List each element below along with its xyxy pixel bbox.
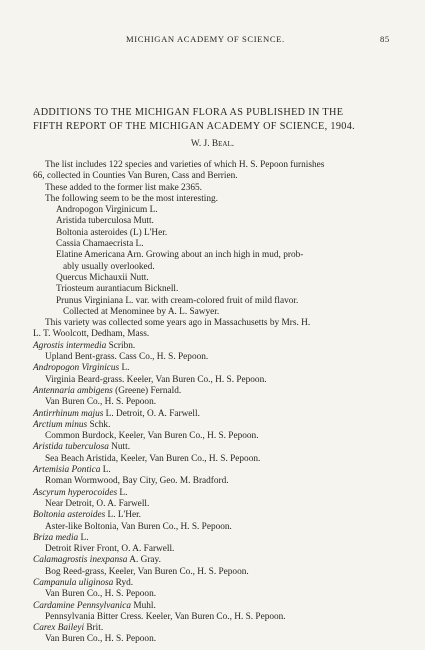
species-authority: Nutt.	[111, 442, 131, 453]
species-name-line	[33, 488, 395, 499]
article-title-line: FIFTH REPORT OF THE MICHIGAN ACADEMY OF SCIENCE, 1904.	[33, 120, 356, 132]
species-note: Common Burdock, Keeler, Van Buren Co., H. S. Pepoon.	[45, 431, 259, 442]
species-authority: L. Detroit, O. A. Farwell.	[105, 408, 200, 419]
species-authority: L.	[102, 465, 111, 476]
intro-line: The list includes 122 species and varieties of which H. S. Pepoon furnishes	[45, 160, 325, 170]
species-name: Artemisia Pontica	[33, 465, 101, 476]
species-name-line	[33, 510, 395, 521]
species-note: Roman Wormwood, Bay City, Geo. M. Bradford.	[45, 476, 229, 487]
species-name: Campanula uliginosa	[33, 577, 114, 588]
species-authority: Brit.	[86, 623, 104, 634]
species-name-line	[33, 555, 395, 566]
author-byline	[0, 139, 425, 149]
species-note: Sea Beach Aristida, Keeler, Van Buren Co., H. S. Pepoon.	[45, 453, 261, 464]
species-name-line	[33, 363, 395, 374]
species-name-line	[33, 623, 395, 634]
species-name: Calamagrostis inexpansa	[33, 555, 128, 566]
intro-line: These added to the former list make 2365.	[45, 182, 202, 193]
article-title	[33, 106, 395, 133]
species-name: Ascyrum hyperocoides	[33, 487, 118, 498]
interesting-item: Triosteum aurantiacum Bicknell.	[56, 284, 179, 295]
species-name-line	[33, 578, 395, 589]
article-title-line: ADDITIONS TO THE MICHIGAN FLORA AS PUBLISHED IN THE	[33, 107, 344, 118]
species-note: Near Detroit, O. A. Farwell.	[45, 498, 150, 509]
species-note: Bog Reed-grass, Keeler, Van Buren Co., H. S. Pepoon.	[45, 566, 249, 577]
species-authority: Schk.	[89, 419, 111, 430]
intro-line: The following seem to be the most interesting.	[45, 193, 218, 204]
species-name-line	[33, 442, 395, 453]
species-note: Pennsylvania Bitter Cress. Keeler, Van Buren Co., H. S. Pepoon.	[45, 611, 286, 622]
species-authority: L. L'Her.	[107, 510, 141, 521]
species-note: Virginia Beard-grass. Keeler, Van Buren Co., H. S. Pepoon.	[45, 374, 267, 385]
species-authority: A. Gray.	[129, 555, 161, 566]
variety-note-line: L. T. Woolcott, Dedham, Mass.	[33, 329, 150, 340]
interesting-item: Quercus Michauxii Nutt.	[56, 272, 149, 283]
variety-note-line: This variety was collected some years ago in Massachusetts by Mrs. H.	[45, 318, 311, 329]
species-name: Andropogon Virginicus	[33, 363, 120, 374]
species-name: Boltonia asteroides	[33, 510, 106, 521]
species-name: Arctium minus	[33, 419, 88, 430]
species-authority: L.	[119, 487, 128, 498]
interesting-item: Aristida tuberculosa Mutt.	[56, 216, 154, 227]
interesting-item: Boltonia asteroides (L) L'Her.	[56, 227, 168, 238]
interesting-item: Prunus Virginiana L. var. with cream-colored fruit of mild flavor.	[56, 295, 299, 306]
species-note: Van Buren Co., H. S. Pepoon.	[45, 634, 157, 645]
species-name-line	[33, 409, 395, 420]
species-name-line	[33, 533, 395, 544]
species-name: Cardamine Pennsylvanica	[33, 600, 132, 611]
running-head-title: MICHIGAN ACADEMY OF SCIENCE.	[126, 34, 285, 44]
species-authority: Ryd.	[115, 577, 134, 588]
species-note: Van Buren Co., H. S. Pepoon.	[45, 589, 157, 600]
species-name: Briza media	[33, 532, 79, 543]
species-name-line	[33, 420, 395, 431]
species-note: Aster-like Boltonia, Van Buren Co., H. S. Pepoon.	[45, 521, 232, 532]
intro-line: 66, collected in Counties Van Buren, Cass and Berrien.	[33, 171, 238, 182]
species-note: Detroit River Front, O. A. Farwell.	[45, 544, 175, 555]
species-name: Antennaria ambigens	[33, 385, 113, 396]
author-surname: Beal.	[211, 139, 235, 149]
species-name-line	[33, 386, 395, 397]
interesting-item: ably usually overlooked.	[63, 261, 155, 272]
species-name: Aristida tuberculosa	[33, 442, 109, 453]
author-initials: W. J.	[190, 139, 210, 149]
interesting-item: Collected at Menominee by A. L. Sawyer.	[63, 306, 220, 317]
interesting-item: Elatine Americana Arn. Growing about an inch high in mud, prob-	[56, 250, 304, 261]
species-name: Antirrhinum majus	[33, 408, 104, 419]
interesting-item: Cassia Chamaecrista L.	[56, 239, 144, 250]
article-body	[33, 160, 395, 646]
species-note: Upland Bent-grass. Cass Co., H. S. Pepoon.	[45, 352, 209, 363]
species-authority: Muhl.	[133, 600, 156, 611]
species-authority: L.	[121, 363, 130, 374]
species-name-line	[33, 465, 395, 476]
species-name: Carex Baileyi	[33, 623, 85, 634]
species-note: Van Buren Co., H. S. Pepoon.	[45, 397, 157, 408]
species-name: Agrostis intermedia	[33, 340, 107, 351]
species-authority: (Greene) Fernald.	[115, 385, 182, 396]
interesting-item: Andropogon Virginicum L.	[56, 205, 158, 216]
page-number: 85	[380, 34, 390, 44]
species-authority: Scribn.	[108, 340, 136, 351]
species-name-line	[33, 341, 395, 352]
species-authority: L.	[80, 532, 89, 543]
species-name-line	[33, 601, 395, 612]
